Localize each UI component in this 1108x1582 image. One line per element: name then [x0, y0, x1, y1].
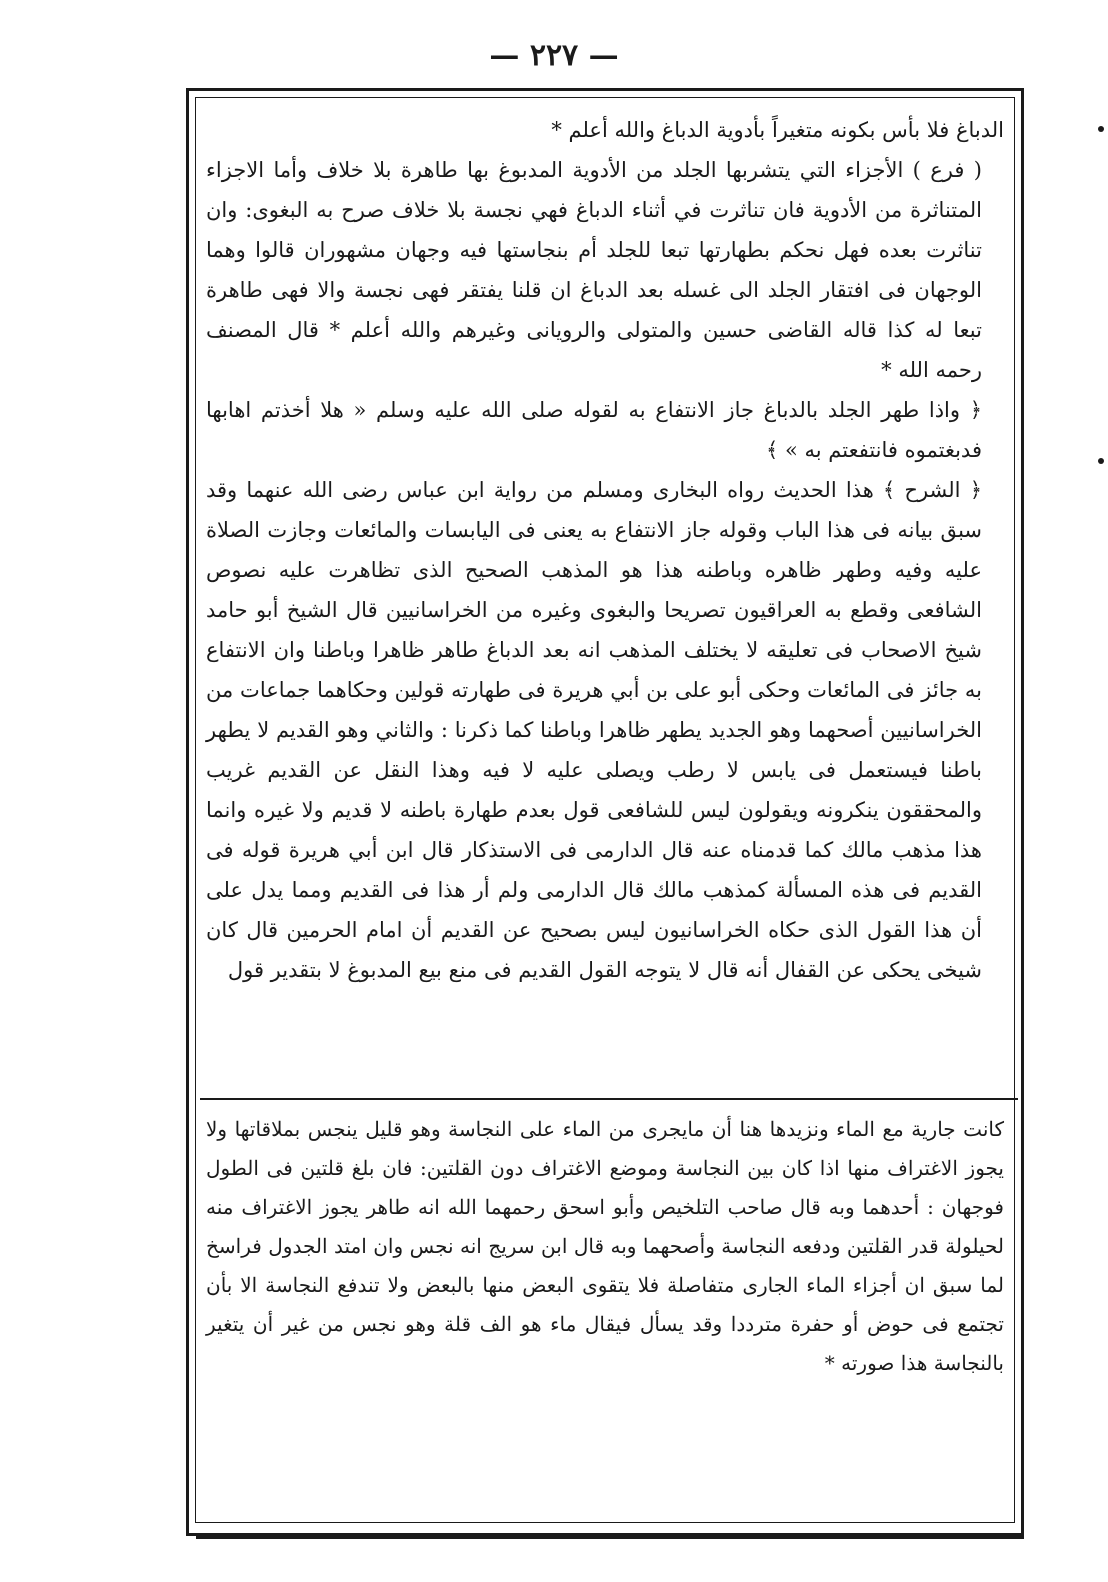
footnote-text	[206, 1110, 1004, 1383]
margin-dot	[1098, 458, 1104, 464]
main-text	[206, 110, 1004, 990]
main-paragraph: ﴿ واذا طهر الجلد بالدباغ جاز الانتفاع به لقوله صلى الله عليه وسلم « هلا أخذتم اهابها فدبغتموه فانتفعتم به » ﴾	[206, 398, 982, 462]
footnote-separator	[200, 1098, 1018, 1100]
footnote-paragraph: كانت جارية مع الماء ونزيدها هنا أن مايجرى من الماء على النجاسة وهو قليل ينجس بملاقاتها ولا يجوز الاغتراف منها اذا كان بين النجاسة وموضع الاغتراف دون القلتين: فان بلغ قلتين فى الطول فوجهان : أحدهما وبه قال صاحب التلخيص وأبو اسحق رحمهما الله انه طاهر يجوز الاغتراف منه لحيلولة قدر القلتين ودفعه النجاسة وأصحهما وبه قال ابن سريج انه نجس وان امتد الجدول فراسخ لما سبق ان أجزاء الماء الجارى متفاصلة فلا يتقوى البعض منها بالبعض ولا تندفع النجاسة الا بأن تجتمع فى حوض أو حفرة مترددا وقد يسأل فيقال ماء هو الف قلة وهو نجس من غير أن يتغير بالنجاسة هذا صورته *	[206, 1117, 1004, 1375]
main-paragraph: ( فرع ) الأجزاء التي يتشربها الجلد من الأدوية المدبوغ بها طاهرة بلا خلاف وأما الاجزاء المتناثرة من الأدوية فان تناثرت في أثناء الدباغ فهي نجسة بلا خلاف صرح به البغوى: وان تناثرت بعده فهل نحكم بطهارتها تبعا للجلد أم بنجاستها فيه وجهان مشهوران قالوا وهما الوجهان فى افتقار الجلد الى غسله بعد الدباغ ان قلنا يفتقر فهى نجسة والا فهى طاهرة تبعا له كذا قاله القاضى حسين والمتولى والرويانى وغيرهم والله أعلم * قال المصنف رحمه الله *	[206, 158, 982, 382]
main-paragraph: الدباغ فلا بأس بكونه متغيراً بأدوية الدباغ والله أعلم *	[551, 118, 1004, 142]
page-number: — ٢٢٧ —	[489, 38, 619, 73]
main-paragraph: ﴿ الشرح ﴾ هذا الحديث رواه البخارى ومسلم من رواية ابن عباس رضى الله عنهما وقد سبق بيانه فى هذا الباب وقوله جاز الانتفاع به يعنى فى اليابسات والمائعات وجازت الصلاة عليه وفيه وطهر ظاهره وباطنه هذا هو المذهب الصحيح الذى تظاهرت عليه نصوص الشافعى وقطع به العراقيون تصريحا والبغوى وغيره من الخراسانيين قال الشيخ أبو حامد شيخ الاصحاب فى تعليقه لا يختلف المذهب انه بعد الدباغ طاهر ظاهرا وباطنا وان الانتفاع به جائز فى المائعات وحكى أبو على بن أبي هريرة فى طهارته قولين وحكاهما جماعات من الخراسانيين أصحهما وهو الجديد يطهر ظاهرا وباطنا كما ذكرنا : والثاني وهو القديم لا يطهر باطنا فيستعمل فى يابس لا رطب ويصلى عليه لا فيه وهذا النقل عن القديم غريب والمحققون ينكرونه ويقولون ليس للشافعى قول بعدم طهارة باطنه لا قديم ولا غيره وانما هذا مذهب مالك كما قدمناه عنه قال الدارمى فى الاستذكار قال ابن أبي هريرة قوله فى القديم فى هذه المسألة كمذهب مالك قال الدارمى ولم أر هذا فى القديم ومما يدل على أن هذا القول الذى حكاه الخراسانيون ليس بصحيح عن القديم أن امام الحرمين قال كان شيخى يحكى عن القفال أنه قال لا يتوجه القول القديم فى منع بيع المدبوغ لا بتقدير قول	[206, 478, 983, 982]
margin-dot	[1098, 126, 1104, 132]
bottom-rule	[196, 1534, 1024, 1539]
